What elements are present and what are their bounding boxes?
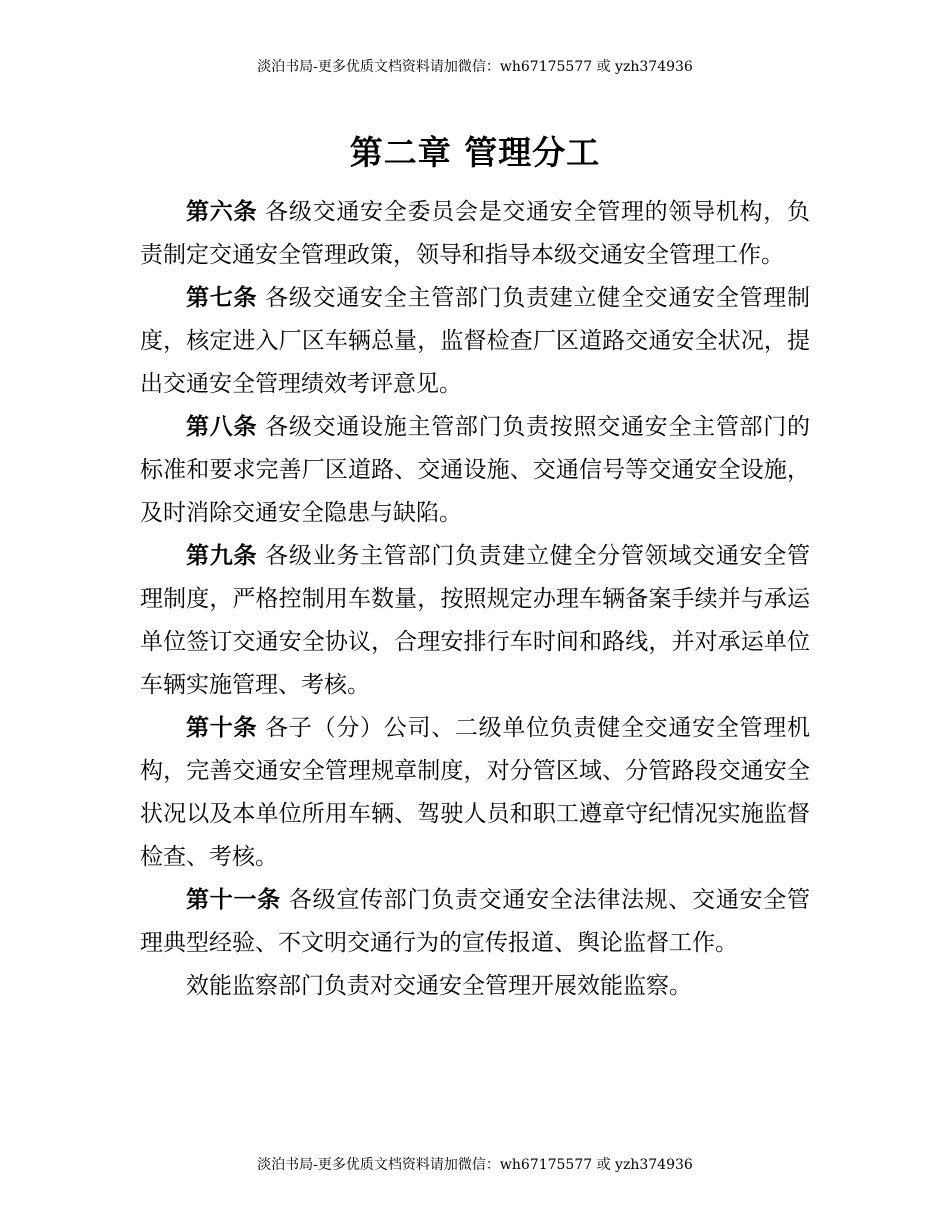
article-text: 各级宣传部门负责交通安全法律法规、交通安全管理典型经验、不文明交通行为的宣传报道、舆论监督工作。 [140,887,810,956]
article-body [140,191,810,1008]
article-10 [140,707,810,879]
article-label: 第六条 [186,199,258,225]
article-text: 各级交通安全主管部门负责建立健全交通安全管理制度，核定进入厂区车辆总量，监督检查厂区道路交通安全状况，提出交通安全管理绩效考评意见。 [140,285,810,397]
article-label: 第十条 [186,715,258,741]
article-label: 第十一条 [186,887,281,913]
page-footer: 淡泊书局-更多优质文档资料请加微信：wh67175577 或 yzh374936 [257,1157,693,1173]
article-11 [140,879,810,965]
article-label: 第八条 [186,414,258,440]
article-text: 效能监察部门负责对交通安全管理开展效能监察。 [186,973,692,999]
article-label: 第七条 [186,285,258,311]
article-6 [140,191,810,277]
article-7 [140,277,810,406]
article-text: 各级交通设施主管部门负责按照交通安全主管部门的标准和要求完善厂区道路、交通设施、交通信号等交通安全设施，及时消除交通安全隐患与缺陷。 [140,414,810,526]
article-text: 各子（分）公司、二级单位负责健全交通安全管理机构，完善交通安全管理规章制度，对分管区域、分管路段交通安全状况以及本单位所用车辆、驾驶人员和职工遵章守纪情况实施监督检查、考核。 [140,715,810,870]
chapter-title: 第二章 管理分工 [349,133,601,172]
article-text: 各级交通安全委员会是交通安全管理的领导机构，负责制定交通安全管理政策，领导和指导本级交通安全管理工作。 [140,199,810,268]
article-9 [140,535,810,707]
page-header: 淡泊书局-更多优质文档资料请加微信：wh67175577 或 yzh374936 [257,59,693,75]
article-text: 各级业务主管部门负责建立健全分管领域交通安全管理制度，严格控制用车数量，按照规定办理车辆备案手续并与承运单位签订交通安全协议，合理安排行车时间和路线，并对承运单位车辆实施管理、考核。 [140,543,810,698]
article-supplement [140,965,810,1008]
article-label: 第九条 [186,543,258,569]
article-8 [140,406,810,535]
